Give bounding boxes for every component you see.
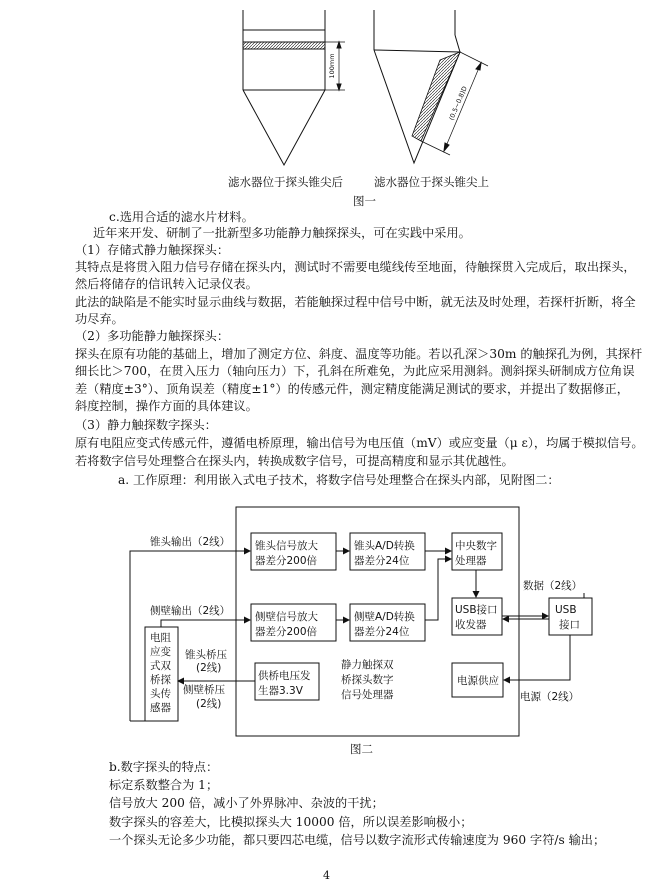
- digital-probe-text-1: 原有电阻应变式传感元件，遵循电桥原理，输出信号为电压值（mV）或应变量（μ ε），均属于模拟信号。: [75, 436, 644, 450]
- intro-paragraph: 近年来开发、研制了一批新型多功能静力触探探头，可在实践中采用。: [93, 226, 471, 240]
- sensor-text-4: 桥探: [150, 674, 171, 686]
- power-line-label: 电源（2线）: [520, 691, 580, 703]
- usb-transceiver-text-1: USB接口: [455, 604, 498, 616]
- storage-probe-text-1: 其特点是将贯入阻力信号存储在探头内，测试时不需要电缆线传至地面，待触探贯入完成后，取出探头，: [75, 260, 636, 274]
- figure-2-title: 图二: [350, 742, 373, 756]
- figure-1-title: 图一: [353, 194, 376, 208]
- cone-output-label: 锥头输出（2线）: [150, 536, 231, 548]
- figure-1-caption-left: 滤水器位于探头锥尖后: [228, 175, 343, 189]
- side-adc-text-2: 器差分24位: [354, 626, 410, 638]
- data-line-label: 数据（2线）: [523, 580, 583, 592]
- sensor-text-6: 感器: [150, 702, 171, 714]
- feature-item-2: 信号放大 200 倍，减小了外界脉冲、杂波的干扰；: [109, 796, 384, 810]
- heading-multifunction-probe: （2）多功能静力触探探头：: [75, 329, 230, 343]
- side-amplifier-text-1: 侧壁信号放大: [255, 611, 318, 623]
- cone-amplifier-text-2: 器差分200倍: [255, 555, 318, 567]
- sensor-text-1: 电阻: [150, 632, 171, 644]
- cone-adc-text-1: 锥头A/D转换: [354, 540, 415, 552]
- storage-probe-text-4: 功尽弃。: [75, 312, 124, 326]
- digital-probe-text-2: 若将数字信号处理整合在探头内，转换成数字信号，可提高精度和显示其优越性。: [75, 454, 514, 468]
- sensor-text-3: 式双: [150, 660, 171, 672]
- heading-storage-probe: （1）存储式静力触探探头：: [75, 243, 230, 257]
- multifunction-text-1: 探头在原有功能的基础上，增加了测定方位、斜度、温度等功能。若以孔深＞30m 的触探孔为例，其探杆: [75, 347, 643, 361]
- side-output-label: 侧壁输出（2线）: [150, 605, 231, 617]
- usb-transceiver-text-2: 收发器: [455, 619, 487, 631]
- cone-adc-text-2: 器差分24位: [354, 555, 410, 567]
- feature-item-4: 一个探头无论多少功能，都只要四芯电缆，信号以数字流形式传输速度为 960 字符/s 输出；: [109, 833, 606, 847]
- storage-probe-text-3: 此法的缺陷是不能实时显示曲线与数据，若能触探过程中信号中断，就无法及时处理，若探杆折断，将全: [75, 295, 636, 309]
- multifunction-text-4: 斜度控制，操作方面的具体建议。: [75, 399, 258, 413]
- cpu-text-2: 处理器: [455, 555, 487, 567]
- cpu-text-1: 中央数字: [455, 540, 497, 552]
- sensor-text-2: 应变: [150, 646, 171, 658]
- processor-text-1: 静力触探双: [341, 659, 394, 671]
- side-bridge-label-2: (2线): [196, 698, 222, 710]
- left-dimension-label: 100mm: [328, 53, 336, 79]
- cone-amplifier-text-1: 锥头信号放大: [255, 540, 318, 552]
- working-principle-line: a. 工作原理：利用嵌入式电子技术，将数字信号处理整合在探头内部，见附图二：: [118, 473, 560, 487]
- processor-text-2: 桥探头数字: [341, 674, 394, 686]
- right-dimension-label: (0.5~0.8)D: [447, 84, 469, 122]
- figure-1-caption-right: 滤水器位于探头锥尖上: [374, 175, 489, 189]
- cone-bridge-label-1: 锥头桥压: [185, 649, 227, 661]
- multifunction-text-3: 差（精度±3°）、顶角误差（精度±1°）的传感元件，测定精度能满足测试的要求，并提出了数据修正，: [75, 382, 629, 396]
- multifunction-text-2: 细长比＞700，在贯入压力（轴向压力）下，孔斜在所难免，为此应采用测斜。测斜探头研制成方位角误: [75, 364, 635, 378]
- bridge-voltage-text-1: 供桥电压发: [258, 670, 311, 682]
- feature-item-1: 标定系数整合为 1；: [109, 778, 219, 792]
- feature-item-3: 数字探头的容差大，比模拟探头大 10000 倍，所以误差影响极小；: [109, 815, 473, 829]
- section-b-heading: b.数字探头的特点：: [109, 760, 219, 774]
- side-adc-text-1: 侧壁A/D转换: [354, 611, 415, 623]
- section-c-heading: c.选用合适的滤水片材料。: [109, 210, 254, 224]
- page-number: 4: [323, 869, 330, 882]
- storage-probe-text-2: 然后将储存的信讯转入记录仪表。: [75, 277, 258, 291]
- usb-port-text-1: USB: [555, 604, 577, 616]
- power-text: 电源供应: [457, 675, 499, 687]
- heading-digital-probe: （3）静力触探数字探头：: [75, 418, 217, 432]
- cone-bridge-label-2: (2线): [196, 662, 222, 674]
- sensor-text-5: 头传: [150, 688, 171, 700]
- side-amplifier-text-2: 器差分200倍: [255, 626, 318, 638]
- side-bridge-label-1: 侧壁桥压: [183, 684, 225, 696]
- bridge-voltage-text-2: 生器3.3V: [258, 685, 303, 697]
- processor-text-3: 信号处理器: [341, 689, 394, 701]
- usb-port-text-2: 接口: [559, 619, 580, 631]
